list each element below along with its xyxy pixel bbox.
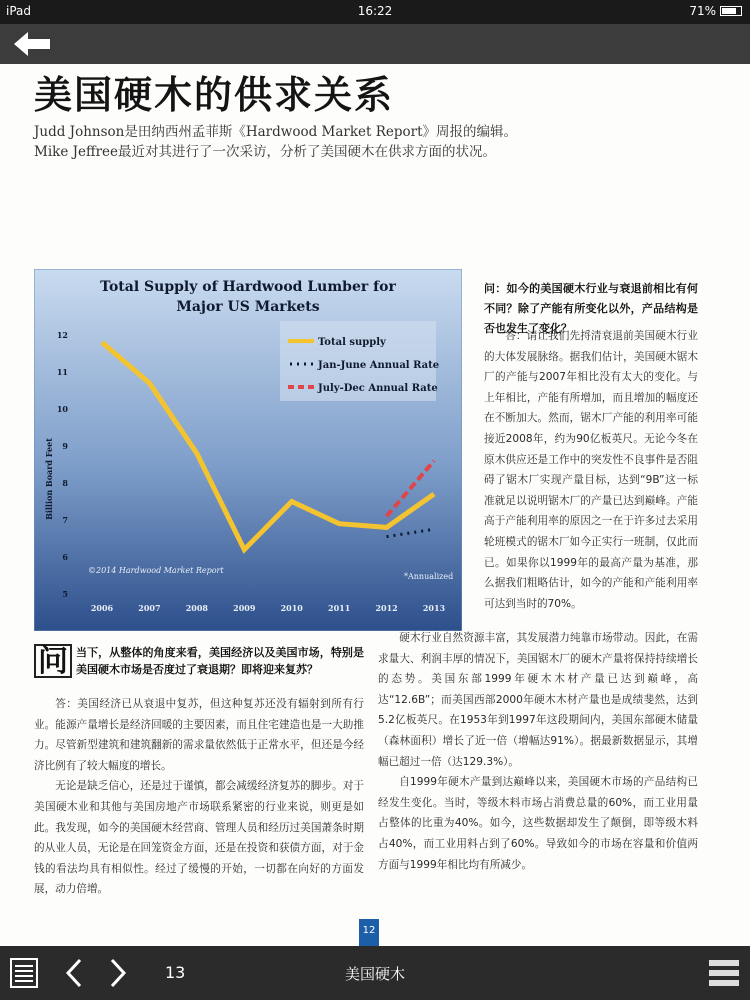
battery-icon	[720, 6, 742, 16]
question-2	[34, 644, 364, 678]
battery-percent: 71%	[689, 4, 716, 18]
y-tick-label: 10	[56, 404, 68, 414]
x-tick-label: 2010	[280, 603, 303, 613]
answer-2	[34, 694, 364, 900]
y-tick-label: 7	[62, 515, 68, 525]
legend-july-dec: July-Dec Annual Rate	[318, 383, 438, 394]
chart-annualized-note: *Annualized	[404, 572, 454, 581]
legend-jan-june: Jan-June Annual Rate	[318, 360, 440, 371]
y-tick-label: 11	[56, 367, 68, 377]
answer-1-paragraph-2: 硬木行业自然资源丰富，其发展潜力纯靠市场带动。因此，在需求量大、利润丰厚的情况下，美国锯木厂的硬木产量将保持持续增长的态势。美国东部1999年硬木木材产量已达到巅峰，高达“12.6B”；而美国西部2000年硬木木材产量也是成绩斐然，达到5.2亿板英尺。在1953年到1997年这段期间内，美国东部硬木储量（森林面积）增长了近一倍（增幅达91%）。据最新数据显示，其增幅已超过一倍（达129.3%）。	[378, 632, 698, 768]
article-title: 美国硬木的供求关系	[34, 72, 395, 117]
legend-total-supply: Total supply	[318, 337, 386, 348]
top-toolbar	[0, 24, 750, 64]
article-intro-line-1: Judd Johnson是田纳西州孟菲斯《Hardwood Market Report》周报的编辑。	[34, 124, 518, 140]
magazine-page	[0, 64, 750, 946]
question-2-dropcap: 问	[34, 644, 72, 678]
answer-2-paragraph-1: 答：美国经济已从衰退中复苏，但这种复苏还没有辐射到所有行业。能源产量增长是经济回暖的主要因素，而且住宅建造也是一大助推力。尽管新型建筑和建筑翻新的需求量依然低于正常水平，但还是今经济比例有了较大幅度的增长。	[34, 698, 364, 772]
y-tick-label: 8	[62, 478, 68, 488]
x-tick-label: 2009	[233, 603, 256, 613]
answer-1-continued	[378, 628, 698, 875]
status-bar	[0, 0, 750, 24]
x-tick-label: 2013	[422, 603, 446, 613]
x-tick-label: 2008	[185, 603, 208, 613]
chart-title-line-1: Total Supply of Hardwood Lumber for	[100, 279, 396, 295]
question-1: 问：如今的美国硬木行业与衰退前相比有何不同？除了产能有所变化以外，产品结构是否也发生了变化？	[484, 282, 698, 335]
article-intro-line-2: Mike Jeffree最近对其进行了一次采访，分析了美国硬木在供求方面的状况。	[34, 144, 497, 160]
supply-chart	[34, 269, 462, 631]
section-title: 美国硬木	[344, 965, 405, 983]
answer-2-paragraph-2: 无论是缺乏信心，还是过于谨慎，都会减缓经济复苏的脚步。对于美国硬木业和其他与美国房地产市场联系紧密的行业来说，则更是如此。我发现，如今的美国硬木经营商、管理人员和经历过美国萧条时期的从业人员，无论是在回笼资金方面，还是在投资和获债方面，对于金钱的看法均具有相似性。经过了缓慢的开始，一切都在向好的方面发展，动力倍增。	[34, 780, 364, 896]
page-number-badge: 12	[359, 919, 379, 946]
y-tick-label: 9	[62, 441, 68, 451]
bottom-toolbar	[0, 946, 750, 1000]
y-tick-label: 12	[56, 330, 68, 340]
chart-copyright: ©2014 Hardwood Market Report	[88, 566, 224, 575]
page-counter: 13	[165, 963, 186, 982]
chart-title-line-2: Major US Markets	[176, 299, 320, 315]
battery-indicator	[689, 4, 742, 18]
y-tick-label: 6	[62, 552, 68, 562]
answer-1-paragraph-3: 自1999年硬木产量到达巅峰以来，美国硬木市场的产品结构已经发生变化。当时，等级木料市场占消费总量的60%，而工业用量占整体的比重为40%。如今，这些数据却发生了颠倒，即等级木料占40%，而工业用料占到了60%。导致如今的市场在容量和价值两方面与1999年相比均有所减少。	[378, 776, 698, 871]
device-name: iPad	[6, 4, 32, 18]
x-tick-label: 2006	[90, 603, 114, 613]
status-time: 16:22	[357, 4, 393, 18]
y-tick-label: 5	[62, 589, 68, 599]
back-arrow-icon[interactable]	[12, 30, 52, 58]
x-tick-label: 2012	[375, 603, 398, 613]
question-2-text: 当下，从整体的角度来看，美国经济以及美国市场，特别是美国硬木市场是否度过了衰退期？即将迎来复苏？	[76, 646, 364, 676]
thumbnails-grid-icon[interactable]	[708, 958, 740, 988]
answer-1: 答：请让我们先捋清衰退前美国硬木行业的大体发展脉络。据我们估计，美国硬木锯木厂的产能与2007年相比没有太大的变化。与上年相比，产能有所增加，而且增加的幅度还在不断加大。然而，锯木厂产能的利用率可能接近2008年，约为90亿板英尺。无论今冬在原木供应还是工作中的突发性不良事件是否阻碍了锯木厂实现产量目标，达到“9B”这一标准就足以说明锯木厂的产量已达到巅峰。产能高于产能利用率的原因之一在于许多过去采用轮班模式的锯木厂如今正实行一班制，仅此而已。如果你以1999年的最高产量为基准，那么据我们粗略估计，如今的产能和产能利用率可达到当时的70%。	[484, 330, 698, 610]
chart-legend	[280, 321, 439, 401]
x-tick-label: 2011	[328, 603, 351, 613]
chart-y-axis-label: Billion Board Feet	[44, 438, 54, 520]
x-tick-label: 2007	[138, 603, 161, 613]
